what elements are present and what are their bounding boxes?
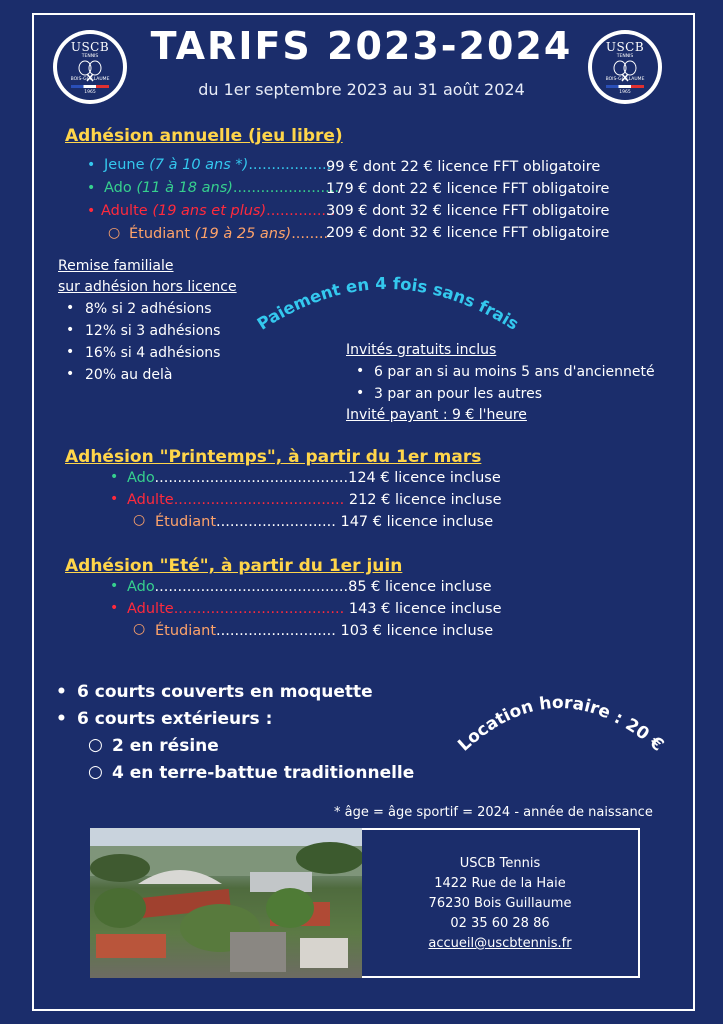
leader-dots: ..........................	[216, 623, 336, 639]
price: 212 € licence incluse	[348, 492, 502, 508]
category-label: Adulte	[101, 203, 148, 219]
hourly-banner	[448, 676, 678, 776]
logo-year: 1965	[84, 90, 96, 95]
bullet-icon: •	[356, 363, 365, 379]
payment-banner-text: Paiement en 4 fois sans frais	[253, 273, 523, 334]
bullet-icon: •	[110, 600, 119, 616]
circle-bullet-icon: ○	[133, 512, 146, 528]
guests-item: 3 par an pour les autres	[374, 386, 543, 402]
bullet-icon: •	[66, 366, 75, 382]
leader-dots: ..........................	[216, 514, 336, 530]
bullet-icon: •	[110, 469, 119, 485]
category-label: Étudiant	[129, 226, 191, 242]
price: 124 € licence incluse	[348, 470, 501, 486]
bullet-icon: •	[87, 157, 96, 173]
page-subtitle: du 1er septembre 2023 au 31 août 2024	[198, 80, 525, 99]
leader-dots: ..................	[248, 157, 332, 173]
annual-price-etudiant: 209 € dont 32 € licence FFT obligatoire	[326, 225, 610, 241]
annual-row-ado	[104, 180, 339, 196]
club-aerial-photo	[90, 828, 362, 978]
contact-name: USCB Tennis	[459, 856, 541, 871]
family-discount-line1: Remise familiale	[58, 258, 174, 274]
family-discount-line2: sur adhésion hors licence	[58, 279, 237, 295]
courts-resin: 2 en résine	[112, 736, 219, 756]
spring-row-etudiant	[155, 514, 493, 530]
annual-row-etudiant	[129, 226, 328, 242]
circle-bullet-icon: ○	[88, 762, 103, 782]
category-label: Ado	[127, 579, 155, 595]
leader-dots: ...............	[266, 203, 336, 219]
footnote: * âge = âge sportif = 2024 - année de naissance	[334, 805, 653, 820]
logo-subtext: TENNIS	[81, 54, 99, 59]
guests-paid: Invité payant : 9 € l'heure	[346, 407, 527, 423]
logo-subtext: TENNIS	[616, 54, 634, 59]
logo-place: BOIS-GUILLAUME	[605, 77, 645, 82]
svg-text:Paiement en 4 fois sans frais	[254, 274, 522, 334]
annual-heading: Adhésion annuelle (jeu libre)	[65, 126, 343, 146]
summer-row-etudiant	[155, 623, 493, 639]
family-item: 16% si 4 adhésions	[85, 345, 221, 361]
bullet-icon: •	[110, 578, 119, 594]
guests-item: 6 par an si au moins 5 ans d'ancienneté	[374, 364, 655, 380]
category-label: Jeune	[104, 157, 145, 173]
leader-dots: ........	[291, 226, 329, 242]
age-detail: (19 à 25 ans)	[194, 226, 292, 242]
price: 147 € licence incluse	[340, 514, 494, 530]
family-item: 8% si 2 adhésions	[85, 301, 212, 317]
category-label: Adulte	[127, 492, 174, 508]
age-detail: (11 à 18 ans)	[136, 180, 233, 196]
logo-place: BOIS-GUILLAUME	[70, 77, 110, 82]
category-label: Ado	[104, 180, 132, 196]
age-detail: (7 à 10 ans *)	[149, 157, 249, 173]
bullet-icon: •	[87, 180, 96, 196]
spring-row-adulte	[127, 492, 502, 508]
contact-city: 76230 Bois Guillaume	[428, 896, 572, 911]
leader-dots: .....................................	[173, 492, 345, 508]
bullet-icon: •	[56, 709, 67, 729]
payment-banner	[246, 255, 536, 345]
circle-bullet-icon: ○	[133, 621, 146, 637]
annual-price-ado: 179 € dont 22 € licence FFT obligatoire	[326, 181, 610, 197]
contact-street: 1422 Rue de la Haie	[434, 876, 566, 891]
circle-bullet-icon: ○	[88, 735, 103, 755]
summer-row-ado	[127, 579, 492, 595]
category-label: Adulte	[127, 601, 174, 617]
courts-outdoor: 6 courts extérieurs :	[77, 709, 273, 729]
courts-covered: 6 courts couverts en moquette	[77, 682, 373, 702]
category-label: Ado	[127, 470, 155, 486]
leader-dots: .....................................	[173, 601, 345, 617]
bullet-icon: •	[66, 344, 75, 360]
contact-box	[362, 828, 640, 978]
contact-email-link[interactable]: accueil@uscbtennis.fr	[428, 936, 572, 951]
bullet-icon: •	[66, 322, 75, 338]
leader-dots: ..........................................	[154, 579, 349, 595]
leader-dots: .......................	[232, 180, 339, 196]
annual-price-adulte: 309 € dont 32 € licence FFT obligatoire	[326, 203, 610, 219]
price: 143 € licence incluse	[348, 601, 502, 617]
price: 85 € licence incluse	[348, 579, 492, 595]
guests-heading: Invités gratuits inclus	[346, 342, 497, 358]
bullet-icon: •	[66, 300, 75, 316]
spring-row-ado	[127, 470, 501, 486]
spring-heading: Adhésion "Printemps", à partir du 1er mars	[65, 447, 482, 467]
age-detail: (19 ans et plus)	[152, 203, 267, 219]
page-title: TARIFS 2023-2024	[150, 24, 573, 68]
hourly-banner-text: Location horaire : 20 €	[454, 692, 668, 756]
annual-row-adulte	[101, 203, 335, 219]
annual-price-jeune: 99 € dont 22 € licence FFT obligatoire	[326, 159, 601, 175]
logo-text: USCB	[605, 40, 645, 54]
bullet-icon: •	[56, 682, 67, 702]
price: 103 € licence incluse	[340, 623, 494, 639]
leader-dots: ..........................................	[154, 470, 349, 486]
contact-phone: 02 35 60 28 86	[450, 916, 550, 931]
category-label: Étudiant	[155, 514, 217, 530]
summer-heading: Adhésion "Eté", à partir du 1er juin	[65, 556, 403, 576]
bullet-icon: •	[110, 491, 119, 507]
annual-row-jeune	[104, 157, 331, 173]
courts-clay: 4 en terre-battue traditionnelle	[112, 763, 415, 783]
svg-text:Location horaire : 20 €	[454, 693, 667, 756]
bullet-icon: •	[87, 203, 96, 219]
family-item: 20% au delà	[85, 367, 173, 383]
category-label: Étudiant	[155, 623, 217, 639]
summer-row-adulte	[127, 601, 502, 617]
logo-year: 1965	[619, 90, 631, 95]
logo-text: USCB	[70, 40, 110, 54]
bullet-icon: •	[356, 385, 365, 401]
circle-bullet-icon: ○	[108, 225, 121, 241]
family-item: 12% si 3 adhésions	[85, 323, 221, 339]
